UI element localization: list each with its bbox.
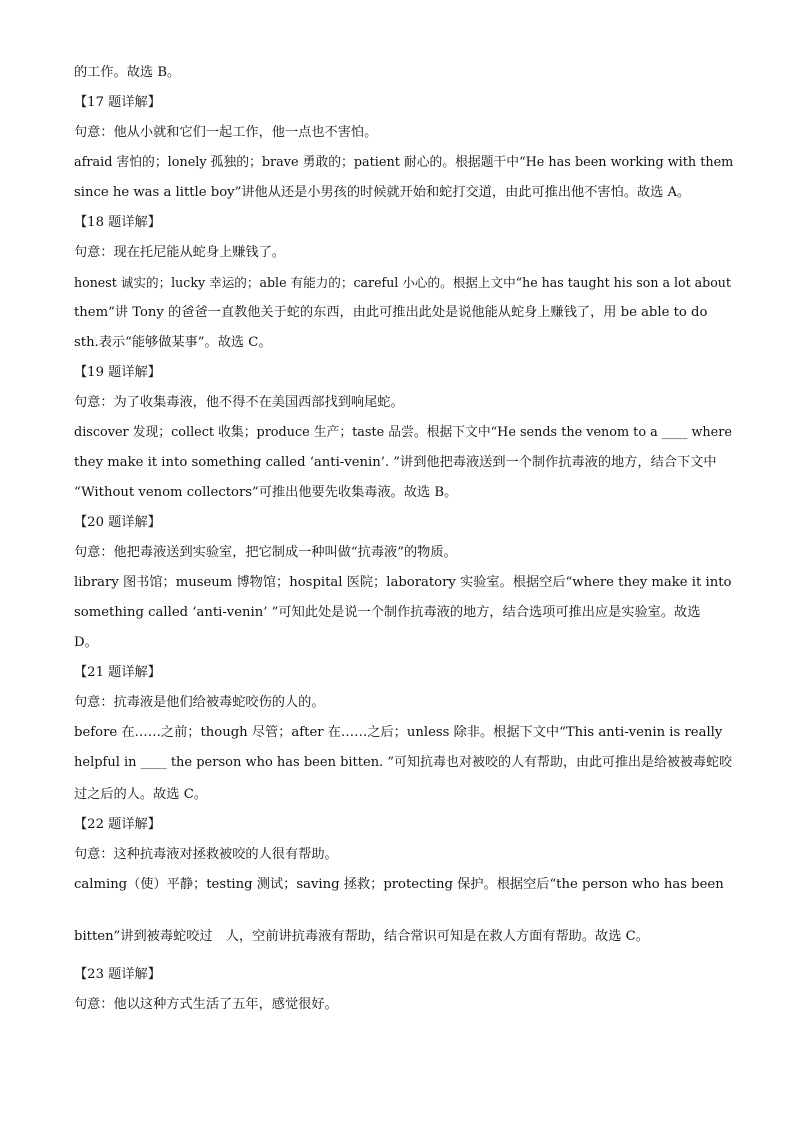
text-line: before 在……之前；though 尽管；after 在……之后；unless 除非。根据下文中“This anti-venin is really — [74, 725, 723, 740]
text-line: afraid 害怕的；lonely 孤独的；brave 勇敢的；patient 耐心的。根据题干中“He has been working with them — [74, 155, 734, 170]
text-line: sth.表示“能够做某事”。故选 C。 — [74, 335, 272, 350]
text-line: them”讲 Tony 的爸爸一直教他关于蛇的东西，由此可推出此处是说他能从蛇身上赚钱了，用 be able to do — [74, 305, 708, 320]
text-line: 过之后的人。故选 C。 — [74, 787, 207, 802]
text-line: “Without venom collectors”可推出他要先收集毒液。故选 B。 — [74, 485, 458, 500]
section-heading-21: 【21 题详解】 — [74, 665, 161, 680]
text-line: 句意：为了收集毒液，他不得不在美国西部找到响尾蛇。 — [74, 395, 404, 410]
section-heading-18: 【18 题详解】 — [74, 215, 161, 230]
section-heading-22: 【22 题详解】 — [74, 817, 161, 832]
section-heading-20: 【20 题详解】 — [74, 515, 161, 530]
text-line: D。 — [74, 635, 98, 650]
text-line: bitten”讲到被毒蛇咬过 人，空前讲抗毒液有帮助，结合常识可知是在救人方面有帮助。故选 C。 — [74, 929, 649, 944]
text-line: 句意：他以这种方式生活了五年，感觉很好。 — [74, 997, 338, 1012]
text-line: helpful in ____ the person who has been bitten. ”可知抗毒也对被咬的人有帮助，由此可推出是给被被毒蛇咬 — [74, 755, 732, 770]
text-line: they make it into something called ‘anti-venin’. ”讲到他把毒液送到一个制作抗毒液的地方，结合下文中 — [74, 455, 717, 470]
text-line: something called ‘anti-venin’ ”可知此处是说一个制作抗毒液的地方，结合选项可推出应是实验室。故选 — [74, 605, 701, 620]
text-line: library 图书馆；museum 博物馆；hospital 医院；laboratory 实验室。根据空后“where they make it into — [74, 575, 732, 590]
text-line: 句意：这种抗毒液对拯救被咬的人很有帮助。 — [74, 847, 338, 862]
text-line: calming（使）平静；testing 测试；saving 拯救；protecting 保护。根据空后“the person who has been — [74, 877, 724, 892]
text-line: 句意：他从小就和它们一起工作，他一点也不害怕。 — [74, 125, 378, 140]
text-line: 句意：现在托尼能从蛇身上赚钱了。 — [74, 245, 285, 260]
text-line: 句意：他把毒液送到实验室，把它制成一种叫做“抗毒液”的物质。 — [74, 545, 457, 560]
text-line: discover 发现；collect 收集；produce 生产；taste 品尝。根据下文中“He sends the venom to a ____ where — [74, 425, 732, 440]
text-line: 句意：抗毒液是他们给被毒蛇咬伤的人的。 — [74, 695, 325, 710]
text-line: since he was a little boy”讲他从还是小男孩的时候就开始和蛇打交道，由此可推出他不害怕。故选 A。 — [74, 185, 691, 200]
text-line: honest 诚实的；lucky 幸运的；able 有能力的；careful 小心的。根据上文中“he has taught his son a lot about — [74, 275, 731, 290]
section-heading-19: 【19 题详解】 — [74, 365, 161, 380]
section-heading-17: 【17 题详解】 — [74, 95, 161, 110]
section-heading-23: 【23 题详解】 — [74, 967, 161, 982]
text-line: 的工作。故选 B。 — [74, 65, 181, 80]
